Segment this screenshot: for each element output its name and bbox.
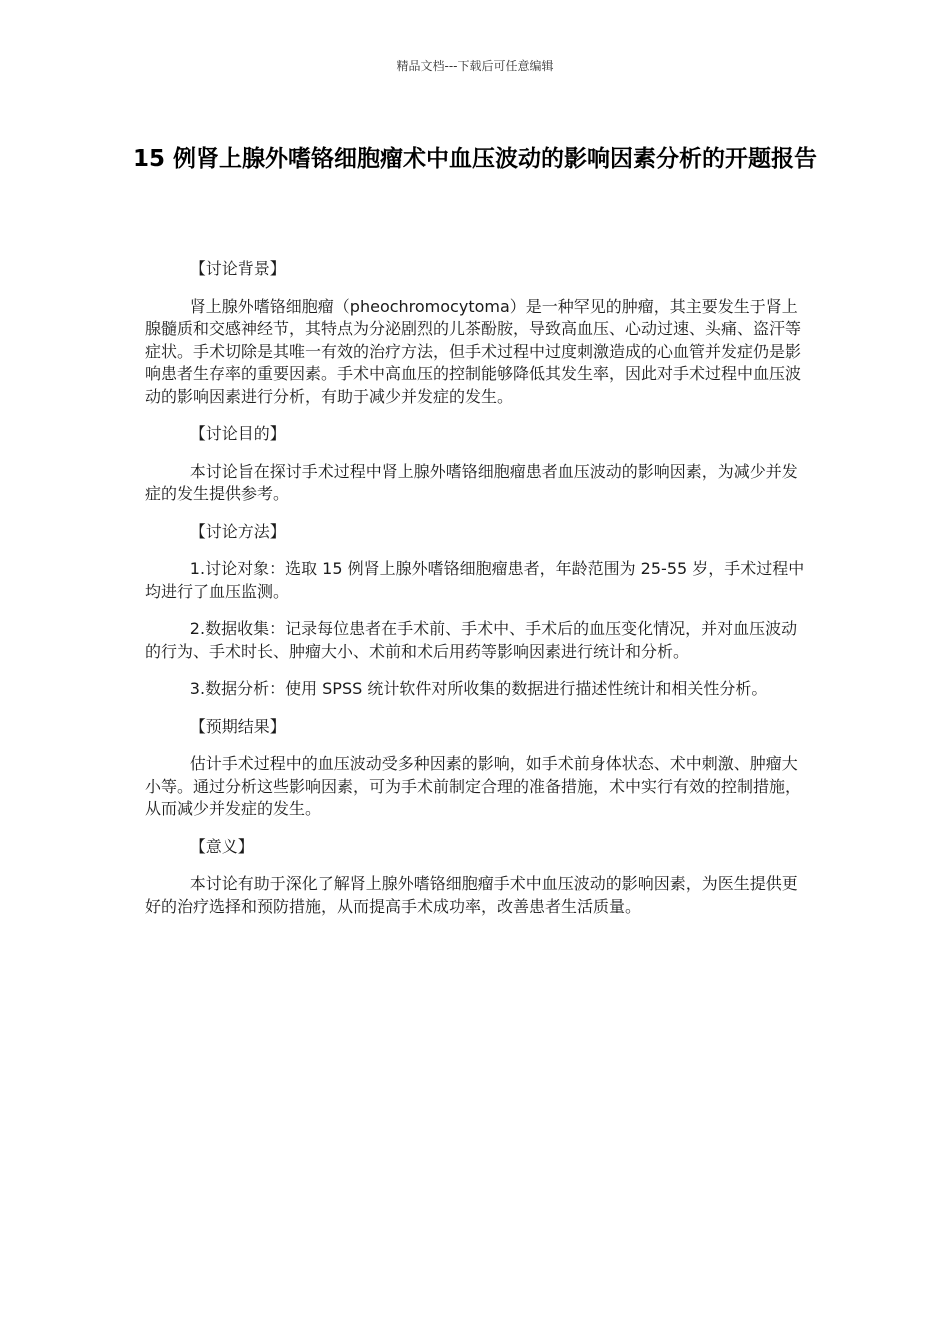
significance-heading: 【意义】: [189, 836, 254, 856]
method-item-data-collection: 2.数据收集：记录每位患者在手术前、手术中、手术后的血压变化情况，并对血压波动的行为、手术时长、肿瘤大小、术前和术后用药等影响因素进行统计和分析。: [145, 619, 798, 661]
document-body: [145, 258, 809, 933]
document-title: 15 例肾上腺外嗜铬细胞瘤术中血压波动的影响因素分析的开题报告: [132, 146, 817, 172]
expected-paragraph: 估计手术过程中的血压波动受多种因素的影响，如手术前身体状态、术中刺激、肿瘤大小等。通过分析这些影响因素，可为手术前制定合理的准备措施，术中实行有效的控制措施，从而减少并发症的发生。: [145, 754, 802, 818]
method-item-subjects: 1.讨论对象：选取 15 例肾上腺外嗜铬细胞瘤患者，年龄范围为 25-55 岁，手术过程中均进行了血压监测。: [145, 559, 805, 601]
expected-heading: 【预期结果】: [189, 716, 286, 736]
significance-paragraph: 本讨论有助于深化了解肾上腺外嗜铬细胞瘤手术中血压波动的影响因素，为医生提供更好的治疗选择和预防措施，从而提高手术成功率，改善患者生活质量。: [145, 874, 798, 916]
purpose-paragraph: 本讨论旨在探讨手术过程中肾上腺外嗜铬细胞瘤患者血压波动的影响因素，为减少并发症的发生提供参考。: [145, 461, 798, 503]
background-heading: 【讨论背景】: [189, 259, 286, 278]
method-item-data-analysis: 3.数据分析：使用 SPSS 统计软件对所收集的数据进行描述性统计和相关性分析。: [189, 679, 768, 698]
method-heading: 【讨论方法】: [189, 521, 286, 541]
header-note: 精品文档---下载后可任意编辑: [396, 59, 554, 73]
purpose-heading: 【讨论目的】: [189, 424, 286, 443]
background-paragraph: 肾上腺外嗜铬细胞瘤（pheochromocytoma）是一种罕见的肿瘤，其主要发生于肾上腺髓质和交感神经节，其特点为分泌剧烈的儿茶酚胺，导致高血压、心动过速、头痛、盗汗等症状。手术切除是其唯一有效的治疗方法，但手术过程中过度刺激造成的心血管并发症仍是影响患者生存率的重要因素。手术中高血压的控制能够降低其发生率，因此对手术过程中血压波动的影响因素进行分析，有助于减少并发症的发生。: [145, 296, 802, 406]
